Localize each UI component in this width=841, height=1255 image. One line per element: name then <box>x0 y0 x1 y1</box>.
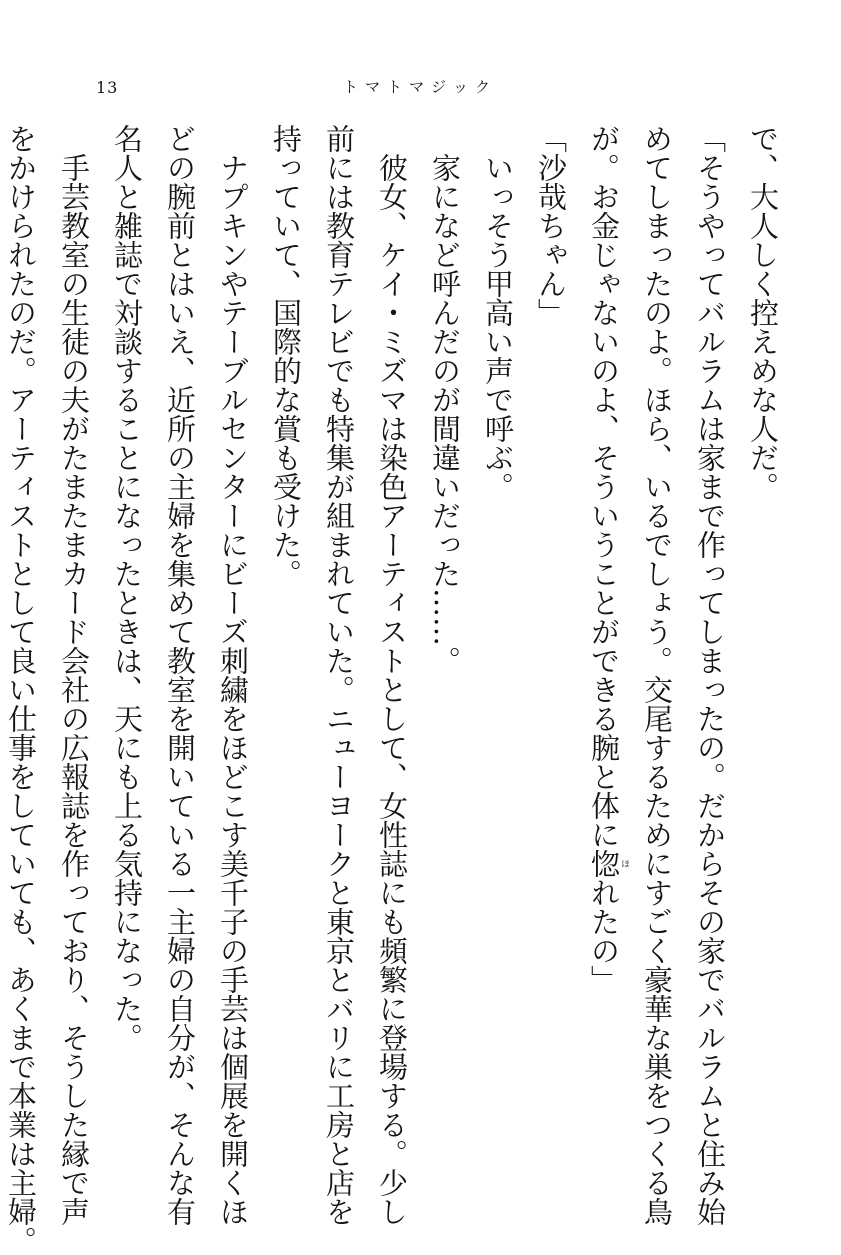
ruby-annotation: 惚ほ <box>587 849 629 878</box>
text-line: いっそう甲高い声で呼ぶ。 <box>481 153 515 501</box>
text-line: めてしまったのよ。ほら、いるでしょう。交尾するためにすごく豪華な巣をつくる鳥 <box>640 124 674 1226</box>
text-line: 名人と雑誌で対談することになったときは、天にも上る気持になった。 <box>110 124 144 1052</box>
text-line: 「沙哉ちゃん」 <box>534 124 568 327</box>
page-number: 13 <box>96 78 119 97</box>
text-line: 手芸教室の生徒の夫がたまたまカード会社の広報誌を作っており、そうした縁で声 <box>57 153 91 1226</box>
text-line: 彼女、ケイ・ミズマは染色アーティストとして、女性誌にも頻繁に登場する。少し <box>375 153 409 1226</box>
running-header-title: トマトマジック <box>342 78 497 96</box>
text-line: をかけられたのだ。アーティストとして良い仕事をしていても、あくまで本業は主婦。 <box>4 124 38 1255</box>
ruby-reading: ほ <box>619 849 629 878</box>
text-line: で、大人しく控えめな人だ。 <box>746 124 780 501</box>
text-line: 家になど呼んだのが間違いだった……。 <box>428 153 462 675</box>
text-line: 持っていて、国際的な賞も受けた。 <box>269 124 303 588</box>
body-text <box>4 124 789 1255</box>
text-line: 前には教育テレビでも特集が組まれていた。ニューヨークと東京とバリに工房と店を <box>322 124 356 1226</box>
text-line: 「そうやってバルラムは家まで作ってしまったの。だからその家でバルラムと住み始 <box>693 124 727 1226</box>
text-line: どの腕前とはいえ、近所の主婦を集めて教室を開いている一主婦の自分が、そんな有 <box>163 124 197 1226</box>
text-line: が。お金じゃないのよ、そういうことができる腕と体に惚ほれたの」 <box>587 124 629 994</box>
text-line: ナプキンやテーブルセンターにビーズ刺繍をほどこす美千子の手芸は個展を開くほ <box>216 153 250 1226</box>
